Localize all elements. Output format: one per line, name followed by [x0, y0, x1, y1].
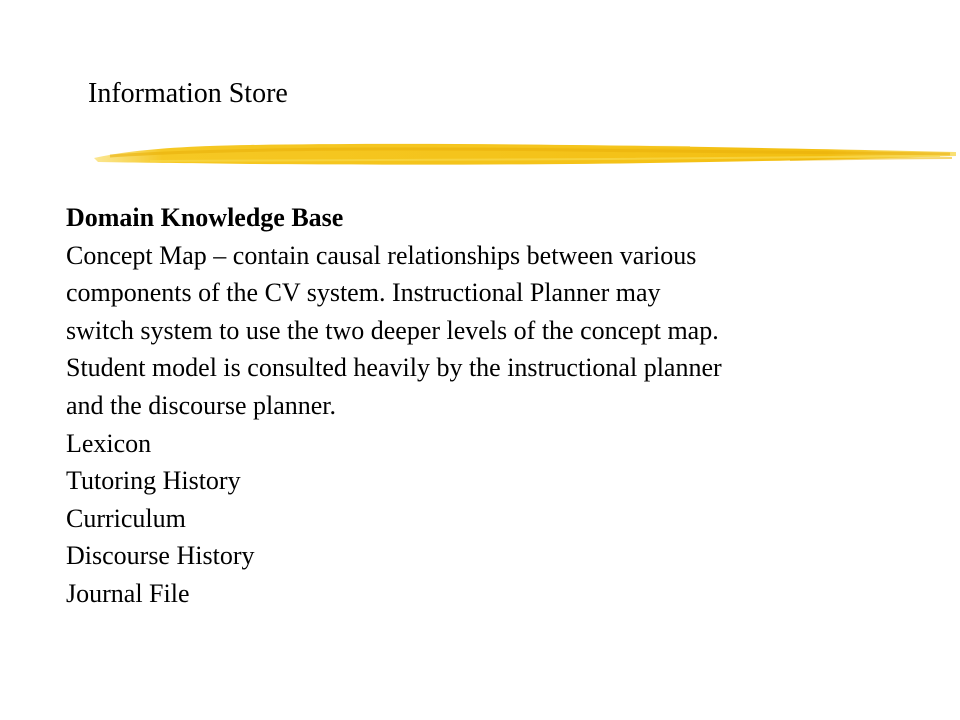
list-item: Discourse History	[66, 541, 255, 571]
paragraph-line: Concept Map – contain causal relationships between various	[66, 240, 697, 270]
list-item: Curriculum	[66, 503, 186, 533]
paragraph-line: switch system to use the two deeper levels of the concept map.	[66, 315, 719, 345]
paragraph-line: Student model is consulted heavily by the instructional planner	[66, 353, 722, 383]
paragraph-line: components of the CV system. Instructional Planner may	[66, 278, 661, 308]
section-heading: Domain Knowledge Base	[66, 203, 344, 232]
paragraph-line: and the discourse planner.	[66, 390, 337, 420]
list-item: Journal File	[66, 578, 190, 608]
yellow-brush-stroke-divider	[90, 136, 960, 176]
slide-body	[66, 199, 946, 613]
slide-title: Information Store	[88, 78, 288, 109]
list-item: Tutoring History	[66, 466, 241, 496]
list-item: Lexicon	[66, 428, 152, 458]
